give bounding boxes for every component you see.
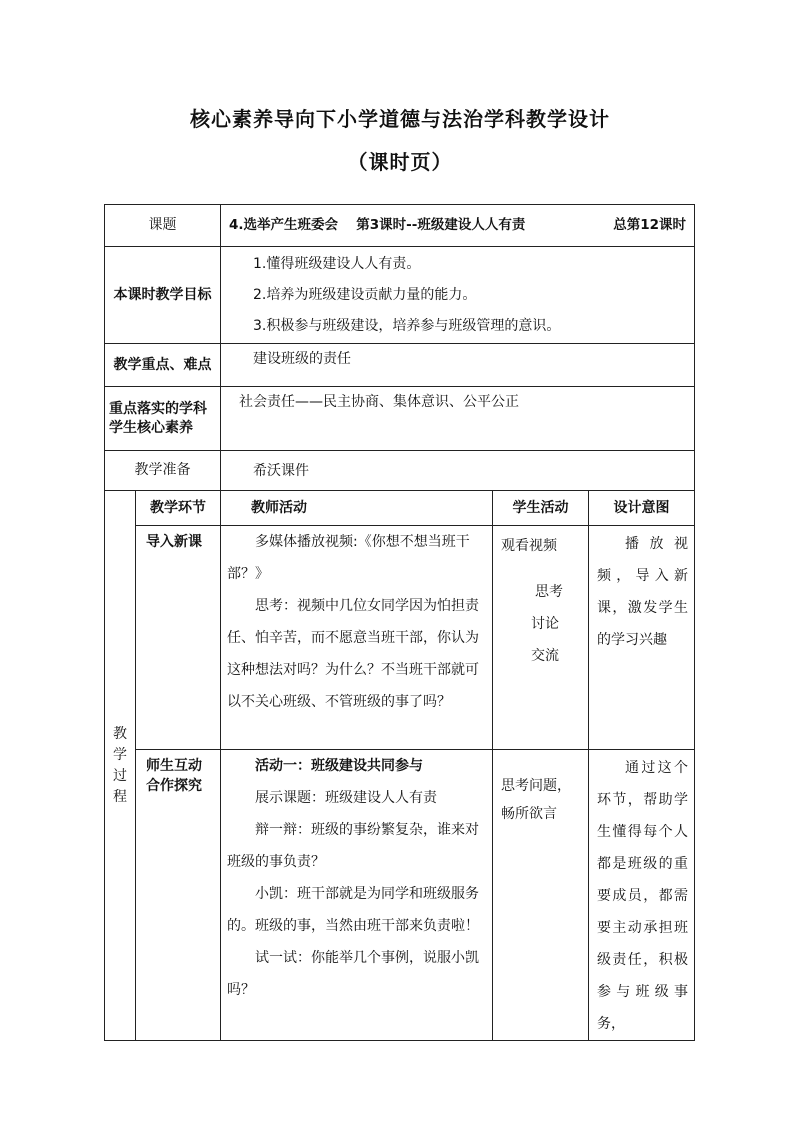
intro-student-main: 观看视频 xyxy=(501,538,557,554)
key-points-cell xyxy=(221,344,695,387)
header-teacher: 教师活动 xyxy=(221,491,493,526)
explore-stage: 师生互动合作探究 xyxy=(146,758,202,794)
core-literacy-cell xyxy=(221,387,695,451)
header-design: 设计意图 xyxy=(589,491,695,526)
process-header-row xyxy=(105,491,695,526)
intro-student-cell xyxy=(493,526,589,750)
goals-row xyxy=(105,247,695,344)
explore-student-text: 思考问题，畅所欲言 xyxy=(501,778,571,822)
header-student: 学生活动 xyxy=(493,491,589,526)
intro-student-sub-3: 交流 xyxy=(531,648,559,664)
topic-label: 课题 xyxy=(105,205,221,247)
explore-teacher-para-1: 展示课题：班级建设人人有责 xyxy=(255,790,437,806)
preparation-cell xyxy=(221,451,695,491)
key-points-label: 教学重点、难点 xyxy=(105,344,221,387)
explore-row xyxy=(105,750,695,1041)
core-literacy-label: 重点落实的学科学生核心素养 xyxy=(105,387,221,451)
process-label-cell xyxy=(105,491,136,1041)
explore-teacher-para-4: 试一试：你能举几个事例，说服小凯吗？ xyxy=(227,950,479,998)
explore-teacher-para-2: 辩一辩：班级的事纷繁复杂，谁来对班级的事负责？ xyxy=(227,822,479,870)
goals-cell xyxy=(221,247,695,344)
topic-row xyxy=(105,205,695,247)
goal-item-2: 2.培养为班级建设贡献力量的能力。 xyxy=(253,287,477,303)
intro-teacher-para-2: 思考：视频中几位女同学因为怕担责任、怕辛苦，而不愿意当班干部，你认为这种想法对吗？为什么？不当班干部就可以不关心班级、不管班级的事了吗？ xyxy=(227,598,479,710)
intro-design-text: 播放视频，导入新课，激发学生的学习兴趣 xyxy=(597,536,688,648)
intro-student-sub-2: 讨论 xyxy=(531,616,559,632)
document-subtitle: （课时页） xyxy=(347,150,453,174)
preparation-row xyxy=(105,451,695,491)
topic-cell xyxy=(221,205,695,247)
topic-total-lessons: 总第12课时 xyxy=(613,217,686,234)
goal-item-1: 1.懂得班级建设人人有责。 xyxy=(253,256,421,272)
preparation-text: 希沃课件 xyxy=(253,462,309,479)
core-literacy-text: 社会责任——民主协商、集体意识、公平公正 xyxy=(239,394,519,410)
explore-design-text: 通过这个环节，帮助学生懂得每个人都是班级的重要成员，都需要主动承担班级责任，积极参与班级事务， xyxy=(597,760,688,1032)
intro-row xyxy=(105,526,695,750)
explore-teacher-heading: 活动一：班级建设共同参与 xyxy=(255,758,423,774)
explore-design-cell xyxy=(589,750,695,1041)
document-title: 核心素养导向下小学道德与法治学科教学设计 xyxy=(190,107,610,131)
intro-teacher-para-1: 多媒体播放视频:《你想不想当班干部？》 xyxy=(227,534,470,582)
core-literacy-row xyxy=(105,387,695,451)
explore-student-cell xyxy=(493,750,589,1041)
header-stage: 教学环节 xyxy=(136,491,221,526)
preparation-label: 教学准备 xyxy=(105,451,221,491)
intro-teacher-cell xyxy=(221,526,493,750)
intro-student-sub-1: 思考 xyxy=(535,584,563,600)
key-points-row xyxy=(105,344,695,387)
goals-label: 本课时教学目标 xyxy=(105,247,221,344)
explore-stage-cell xyxy=(136,750,221,1041)
intro-stage: 导入新课 xyxy=(146,534,202,550)
process-label: 教学过程 xyxy=(113,725,127,805)
explore-teacher-para-3: 小凯：班干部就是为同学和班级服务的。班级的事，当然由班干部来负责啦！ xyxy=(227,886,479,934)
topic-title: 4.选举产生班委会 第3课时--班级建设人人有责 xyxy=(229,217,526,234)
intro-design-cell xyxy=(589,526,695,750)
lesson-plan-table xyxy=(104,204,695,1041)
key-points-text: 建设班级的责任 xyxy=(253,351,351,367)
explore-teacher-cell xyxy=(221,750,493,1041)
intro-stage-cell xyxy=(136,526,221,750)
goal-item-3: 3.积极参与班级建设，培养参与班级管理的意识。 xyxy=(253,318,561,334)
